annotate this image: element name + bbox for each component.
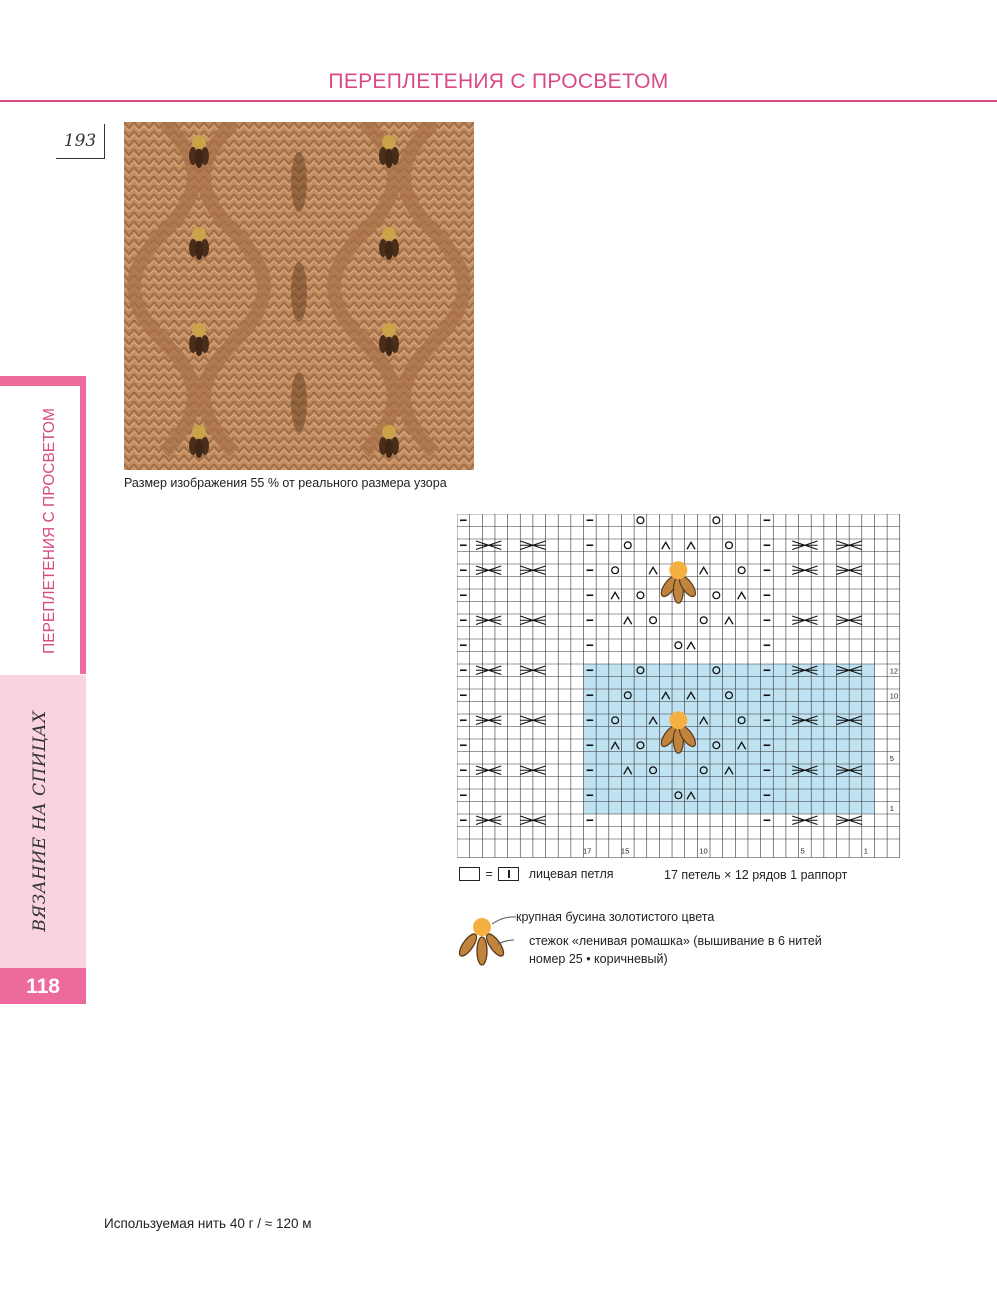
decrease-symbol — [687, 542, 695, 549]
header-rule — [0, 100, 997, 102]
section-tab-edge — [80, 386, 86, 674]
column-label: 1 — [863, 846, 868, 856]
legend-blank-cell — [459, 867, 480, 881]
yarn-over-symbol — [700, 617, 707, 624]
decrease-symbol — [687, 642, 695, 649]
decrease-symbol — [649, 567, 657, 574]
repeat-info: 17 петель × 12 рядов 1 раппорт — [664, 868, 848, 882]
section-tab-label: ПЕРЕПЛЕТЕНИЯ С ПРОСВЕТОМ — [41, 408, 58, 654]
legend-daisy-label-2: номер 25 • коричневый) — [529, 952, 668, 966]
cable-symbol — [792, 616, 817, 625]
yarn-over-symbol — [624, 542, 631, 549]
page-number: 118 — [0, 968, 86, 1004]
decrease-symbol — [700, 567, 708, 574]
yarn-over-symbol — [650, 617, 657, 624]
cable-symbol — [792, 541, 817, 550]
cable-symbol — [476, 666, 501, 675]
photo-caption: Размер изображения 55 % от реального размера узора — [124, 476, 447, 490]
knitting-chart — [457, 514, 917, 859]
legend-knit-label: лицевая петля — [528, 866, 614, 881]
decrease-symbol — [611, 592, 619, 599]
yarn-over-symbol — [726, 542, 733, 549]
row-label: 10 — [889, 691, 899, 701]
decrease-symbol — [738, 592, 746, 599]
row-label: 12 — [889, 666, 899, 676]
cable-symbol — [476, 716, 501, 725]
cable-symbol — [476, 816, 501, 825]
legend-equals: = — [485, 866, 493, 881]
cable-symbol — [476, 566, 501, 575]
yarn-over-symbol — [713, 592, 720, 599]
row-label: 1 — [889, 804, 894, 813]
decrease-symbol — [662, 542, 670, 549]
decrease-symbol — [624, 617, 632, 624]
cable-symbol — [792, 566, 817, 575]
yarn-over-symbol — [713, 517, 720, 524]
column-label: 5 — [800, 846, 805, 856]
yarn-over-symbol — [675, 642, 682, 649]
yarn-over-symbol — [738, 567, 745, 574]
knit-sample-photo — [124, 122, 474, 470]
pattern-number: 193 — [56, 124, 105, 159]
section-tab — [0, 376, 86, 674]
cable-symbol — [476, 541, 501, 550]
cable-symbol — [476, 766, 501, 775]
legend-bar-cell — [498, 867, 519, 881]
yarn-over-symbol — [637, 592, 644, 599]
header-title: ПЕРЕПЛЕТЕНИЯ С ПРОСВЕТОМ — [328, 70, 669, 93]
cable-symbol — [792, 816, 817, 825]
book-tab-label: ВЯЗАНИЕ НА СПИЦАХ — [30, 710, 50, 932]
column-label: 17 — [582, 846, 592, 856]
legend-knit — [459, 866, 614, 884]
legend-bead-label: крупная бусина золотистого цвета — [516, 910, 715, 924]
yarn-info: Используемая нить 40 г / ≈ 120 м — [104, 1216, 312, 1231]
yarn-over-symbol — [637, 517, 644, 524]
column-label: 15 — [620, 846, 630, 856]
daisy-bead-motif — [658, 561, 698, 603]
row-label: 5 — [889, 754, 894, 763]
decrease-symbol — [725, 617, 733, 624]
cable-symbol — [476, 616, 501, 625]
yarn-over-symbol — [612, 567, 619, 574]
column-label: 10 — [699, 846, 708, 856]
legend-daisy-label-1: стежок «ленивая ромашка» (вышивание в 6 нитей — [529, 934, 822, 948]
book-tab — [0, 675, 86, 968]
